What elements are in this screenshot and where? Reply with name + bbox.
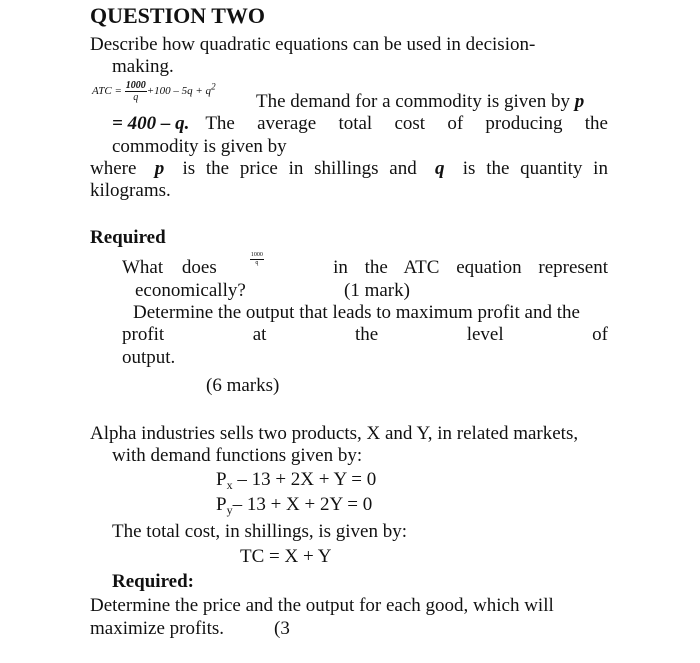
demand-line-1 (256, 90, 584, 113)
var-p-2: p (154, 158, 165, 179)
demand-line-2 (112, 112, 608, 135)
atc-lhs: ATC = (92, 85, 122, 98)
atc-rest: +100 – 5q + q (146, 85, 212, 98)
required-heading: Required (90, 227, 166, 248)
determine-line-1: Determine the output that leads to maximum profit and the (133, 302, 580, 323)
describe-line-1: Describe how quadratic equations can be used in decision- (90, 34, 536, 55)
alpha-marks: (3 (274, 618, 290, 639)
word: average (257, 113, 317, 134)
word-at: at (252, 324, 267, 345)
atc-exponent: 2 (211, 81, 216, 92)
eq1-p: P (216, 469, 227, 490)
alpha-required-heading: Required: (112, 571, 194, 592)
tiny-fraction-numerator: 1000 (250, 252, 263, 258)
word-the: the (354, 324, 379, 345)
determine-line-2 (122, 323, 608, 346)
tiny-fraction-denominator: q (255, 260, 259, 266)
where-middle: is the price in shillings and (182, 158, 417, 179)
atc-fraction (125, 80, 147, 103)
word: the (584, 113, 608, 134)
what-rest-text: in the ATC equation represent (333, 257, 608, 278)
demand-text: The demand for a commodity is given by (256, 91, 570, 112)
word: total (338, 113, 373, 134)
word: of (447, 113, 464, 134)
eq2-sub: y (226, 503, 233, 517)
alpha-determine-1: Determine the price and the output for each good, which will (90, 595, 554, 616)
output-text: output. (122, 347, 176, 368)
where-line-2: kilograms. (90, 180, 171, 201)
economically-text: economically? (135, 280, 246, 301)
word: The (205, 113, 235, 134)
alpha-line-1: Alpha industries sells two products, X and Y, in related markets, (90, 423, 579, 444)
eq2-rest: – 13 + X + 2Y = 0 (232, 494, 373, 515)
where-word: where (90, 158, 137, 179)
what-does-text: What does (122, 257, 217, 278)
var-q: q (435, 158, 445, 179)
word-of: of (592, 324, 608, 345)
tc-equation: TC = X + Y (240, 546, 332, 567)
demand-line-3: commodity is given by (112, 136, 287, 157)
eq1-sub: x (226, 478, 233, 492)
one-mark: (1 mark) (344, 280, 410, 301)
alpha-determine-2: maximize profits. (90, 618, 225, 639)
word-level: level (466, 324, 504, 345)
alpha-line-2: with demand functions given by: (112, 445, 363, 466)
total-cost-line: The total cost, in shillings, is given by: (112, 521, 408, 542)
describe-line-2: making. (112, 56, 174, 77)
tiny-fraction (250, 252, 264, 279)
atc-formula (92, 80, 216, 103)
atc-fraction-denominator: q (133, 92, 139, 103)
word: producing (485, 113, 563, 134)
var-p: p (574, 91, 585, 112)
word-profit: profit (122, 324, 165, 345)
eq2-p: P (216, 494, 227, 515)
six-marks: (6 marks) (206, 375, 280, 396)
where-end: is the quantity in (462, 158, 608, 179)
eq1-rest: – 13 + 2X + Y = 0 (237, 469, 377, 490)
question-title: QUESTION TWO (90, 3, 266, 28)
demand-equation: = 400 – q. (112, 113, 190, 134)
what-does-line (122, 252, 608, 279)
where-line-1 (90, 157, 608, 180)
atc-fraction-numerator: 1000 (125, 80, 146, 91)
demand-equation-y (216, 493, 372, 522)
word: cost (394, 113, 426, 134)
demand-line-2-text (205, 112, 608, 135)
